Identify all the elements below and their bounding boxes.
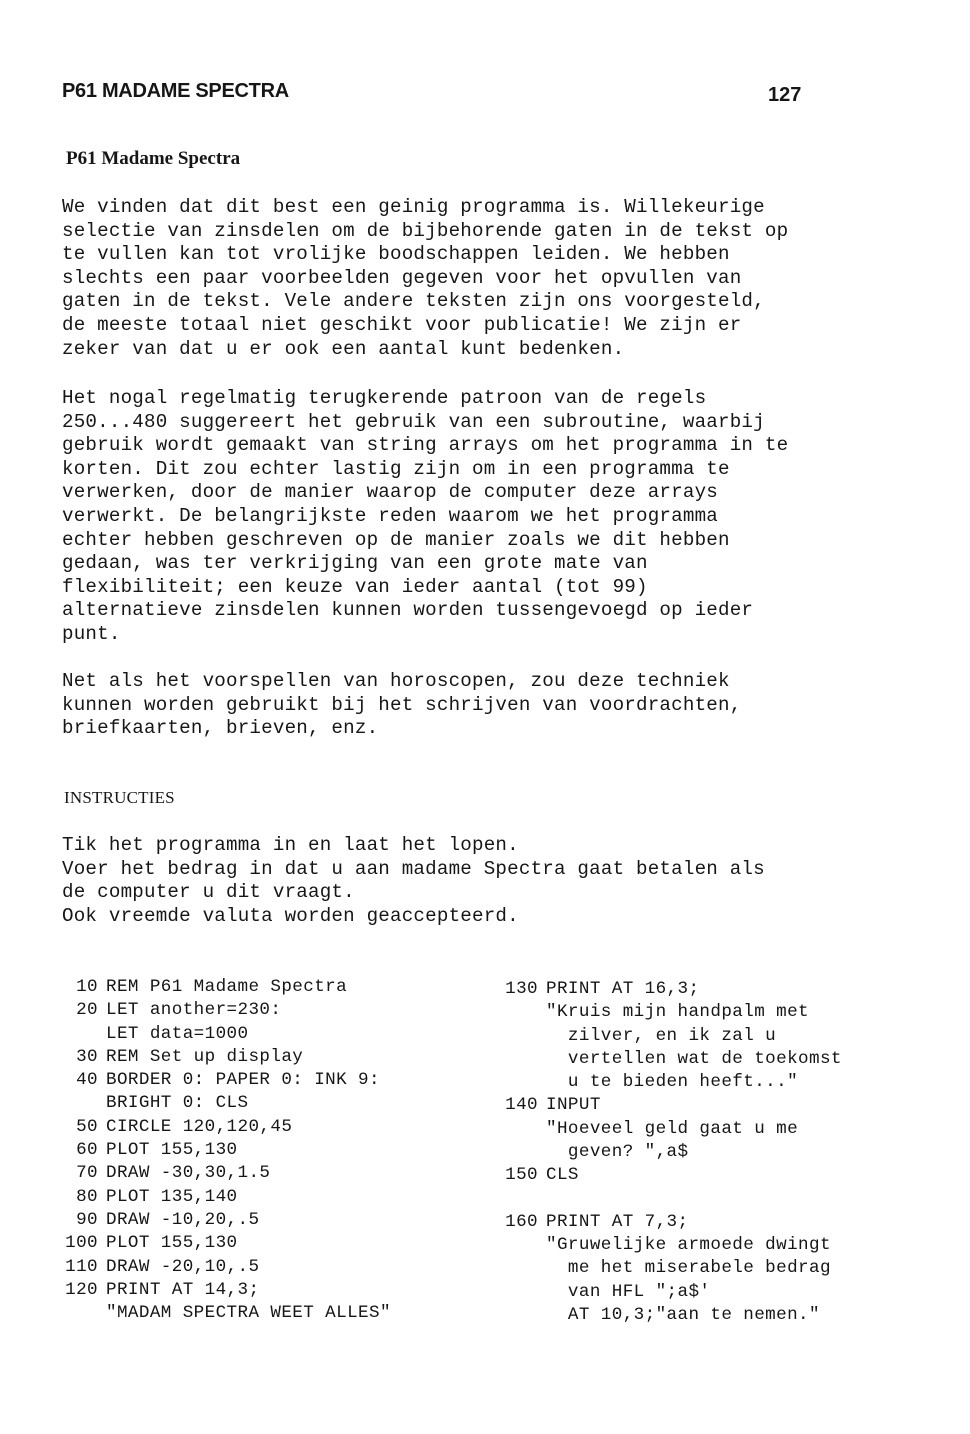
code-statement: "Kruis mijn handpalm met: [546, 1002, 809, 1023]
code-line: [56, 1279, 391, 1302]
code-statement: zilver, en ik zal u: [546, 1025, 777, 1046]
paragraph-line: selectie van zinsdelen om de bijbehorende gaten in de tekst op: [62, 219, 789, 242]
code-statement: DRAW -20,10,.5: [106, 1256, 260, 1277]
instructions-heading: INSTRUCTIES: [64, 788, 175, 807]
code-statement: AT 10,3;"aan te nemen.": [546, 1304, 820, 1325]
code-statement: PRINT AT 14,3;: [106, 1279, 260, 1300]
paragraph-line: zeker van dat u er ook een aantal kunt bedenken.: [62, 337, 625, 360]
paragraph-line: briefkaarten, brieven, enz.: [62, 717, 379, 740]
code-statement: PLOT 155,130: [106, 1140, 238, 1161]
code-line: [496, 1281, 842, 1304]
code-statement: INPUT: [546, 1095, 601, 1116]
code-line: [56, 1186, 391, 1209]
line-number: 60: [76, 1140, 98, 1161]
code-line: [496, 1118, 842, 1141]
code-statement: me het miserabele bedrag: [546, 1258, 831, 1279]
code-line: [496, 1025, 842, 1048]
code-line: [56, 1069, 391, 1092]
line-number: 40: [76, 1070, 98, 1091]
paragraph-line: verwerkt. De belangrijkste reden waarom we het programma: [62, 504, 719, 527]
instruction-line: de computer u dit vraagt.: [62, 881, 355, 904]
code-statement: geven? ",a$: [546, 1142, 689, 1163]
code-statement: CIRCLE 120,120,45: [106, 1116, 293, 1137]
section-title: P61 Madame Spectra: [66, 148, 241, 169]
paragraph-line: gebruik wordt gemaakt van string arrays om het programma in te: [62, 434, 789, 457]
line-number: 80: [76, 1186, 98, 1207]
instructions-text: [62, 834, 822, 928]
code-line: [56, 999, 391, 1022]
code-statement: PRINT AT 16,3;: [546, 979, 700, 999]
instruction-line: Tik het programma in en laat het lopen.: [62, 834, 519, 856]
line-number: 150: [505, 1165, 538, 1186]
code-spacer: [496, 1188, 842, 1211]
code-statement: van HFL ";a$': [546, 1281, 711, 1302]
code-line: [56, 1092, 391, 1115]
paragraph-line: gedaan, was ter verkrijging van een grote mate van: [62, 552, 648, 575]
line-number: 50: [76, 1116, 98, 1137]
paragraph-intro: [62, 196, 804, 361]
code-line: [496, 1094, 842, 1117]
code-statement: u te bieden heeft...": [546, 1072, 799, 1093]
line-number: 10: [76, 977, 98, 997]
code-line: [496, 1071, 842, 1094]
paragraph-line: slechts een paar voorbeelden gegeven voor het opvullen van: [62, 266, 742, 289]
line-number: 30: [76, 1046, 98, 1067]
line-number: 70: [76, 1163, 98, 1184]
code-line: [56, 1302, 391, 1325]
paragraph-line: de meeste totaal niet geschikt voor publicatie! We zijn er: [62, 313, 742, 336]
line-number: 160: [505, 1211, 538, 1232]
instruction-line: Voer het bedrag in dat u aan madame Spectra gaat betalen als: [62, 857, 765, 880]
code-line: [56, 1232, 391, 1255]
code-line: [496, 1141, 842, 1164]
code-line: [56, 1116, 391, 1139]
line-number: 20: [76, 1000, 98, 1021]
page-number: 127: [768, 84, 802, 106]
code-statement: "MADAM SPECTRA WEET ALLES": [106, 1303, 391, 1324]
paragraph-line: kunnen worden gebruikt bij het schrijven van voordrachten,: [62, 693, 742, 716]
code-statement: BRIGHT 0: CLS: [106, 1093, 249, 1114]
instruction-line: Ook vreemde valuta worden geaccepteerd.: [62, 904, 519, 927]
paragraph-line: 250...480 suggereert het gebruik van een subroutine, waarbij: [62, 410, 765, 433]
paragraph-line: We vinden dat dit best een geinig programma is. Willekeurige: [62, 196, 765, 218]
code-statement: PLOT 155,130: [106, 1233, 238, 1254]
code-line: [496, 1164, 842, 1187]
code-line: [496, 1001, 842, 1024]
code-line: [496, 1304, 842, 1327]
line-number: 90: [76, 1209, 98, 1230]
code-line: [56, 976, 391, 999]
paragraph-line: alternatieve zinsdelen kunnen worden tussengevoegd op ieder: [62, 599, 754, 622]
code-line: [56, 1139, 391, 1162]
code-listing-right: [496, 978, 842, 1327]
code-statement: REM P61 Madame Spectra: [106, 977, 348, 997]
line-number: 130: [505, 979, 538, 999]
code-line: [496, 1257, 842, 1280]
code-line: [496, 1234, 842, 1257]
code-line: [56, 1162, 391, 1185]
code-statement: LET data=1000: [106, 1023, 249, 1044]
paragraph-line: punt.: [62, 622, 121, 645]
code-statement: PRINT AT 7,3;: [546, 1211, 689, 1232]
paragraph-line: Net als het voorspellen van horoscopen, zou deze techniek: [62, 670, 730, 692]
code-line: [56, 1256, 391, 1279]
code-statement: vertellen wat de toekomst: [546, 1048, 842, 1069]
code-statement: DRAW -30,30,1.5: [106, 1163, 271, 1184]
line-number: 110: [65, 1256, 98, 1277]
paragraph-line: gaten in de tekst. Vele andere teksten zijn ons voorgesteld,: [62, 290, 765, 313]
code-statement: CLS: [546, 1165, 579, 1186]
paragraph-subroutine: [62, 387, 804, 647]
paragraph-line: verwerken, door de manier waarop de computer deze arrays: [62, 481, 719, 504]
code-statement: DRAW -10,20,.5: [106, 1209, 260, 1230]
line-number: 140: [505, 1095, 538, 1116]
code-statement: "Gruwelijke armoede dwingt: [546, 1234, 831, 1255]
paragraph-line: echter hebben geschreven op de manier zoals we dit hebben: [62, 528, 730, 551]
code-listing-left: [56, 976, 391, 1325]
code-statement: REM Set up display: [106, 1046, 304, 1067]
code-line: [56, 1209, 391, 1232]
code-statement: LET another=230:: [106, 1000, 282, 1021]
paragraph-line: korten. Dit zou echter lastig zijn om in een programma te: [62, 457, 730, 480]
line-number: 100: [65, 1233, 98, 1254]
running-header-title: P61 MADAME SPECTRA: [62, 80, 289, 102]
code-line: [496, 1048, 842, 1071]
line-number: 120: [65, 1279, 98, 1300]
code-line: [496, 978, 842, 1001]
code-statement: BORDER 0: PAPER 0: INK 9:: [106, 1070, 380, 1091]
paragraph-line: Het nogal regelmatig terugkerende patroon van de regels: [62, 387, 707, 409]
code-line: [496, 1211, 842, 1234]
paragraph-line: te vullen kan tot vrolijke boodschappen leiden. We hebben: [62, 243, 730, 266]
code-line: [56, 1023, 391, 1046]
code-statement: PLOT 135,140: [106, 1186, 238, 1207]
code-line: [56, 1046, 391, 1069]
paragraph-line: flexibiliteit; een keuze van ieder aantal (tot 99): [62, 575, 648, 598]
paragraph-horoscope: [62, 670, 804, 741]
code-statement: "Hoeveel geld gaat u me: [546, 1118, 799, 1139]
